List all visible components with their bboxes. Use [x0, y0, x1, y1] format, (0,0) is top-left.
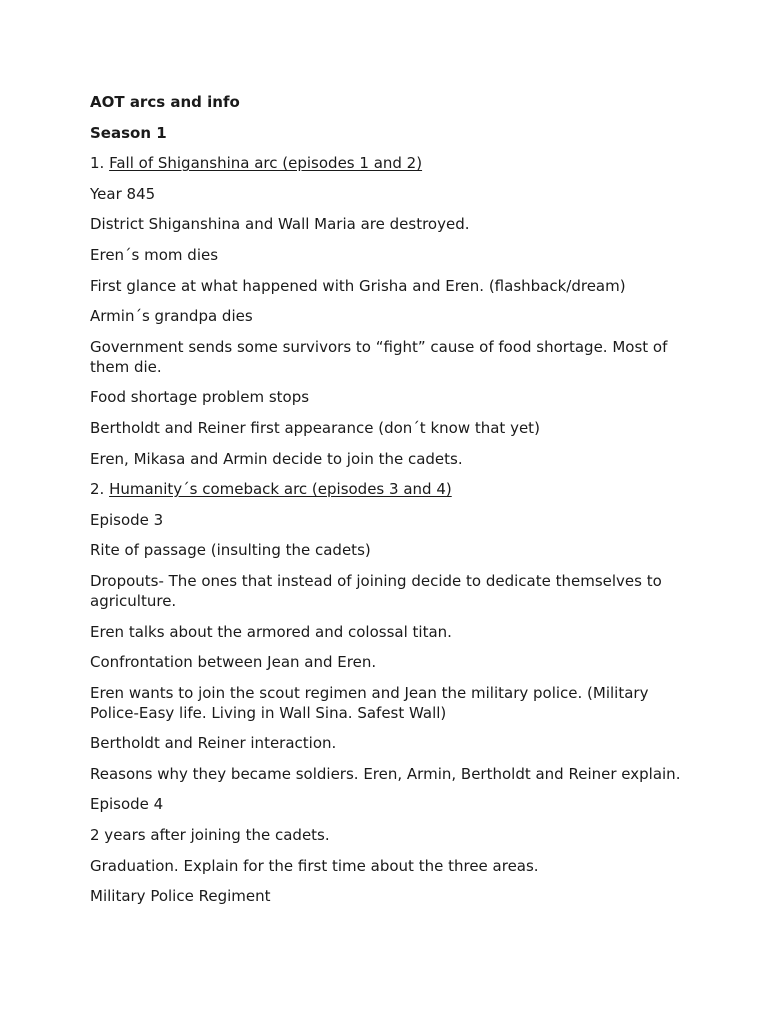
note-line: Military Police Regiment [90, 887, 271, 906]
episode-heading: Episode 4 [90, 795, 164, 814]
arc-number: 1. [90, 154, 110, 173]
note-line: Confrontation between Jean and Eren. [90, 653, 377, 672]
note-line: Eren, Mikasa and Armin decide to join the cadets. [90, 449, 463, 468]
note-line: Year 845 [90, 184, 156, 203]
note-line: Eren talks about the armored and colossal titan. [90, 622, 452, 641]
note-line: District Shiganshina and Wall Maria are destroyed. [90, 215, 470, 234]
note-line: Food shortage problem stops [90, 388, 310, 407]
note-line: Reasons why they became soldiers. Eren, Armin, Bertholdt and Reiner explain. [90, 764, 681, 783]
arc-title: Fall of Shiganshina arc (episodes 1 and 2) [109, 154, 423, 173]
note-line: Rite of passage (insulting the cadets) [90, 541, 371, 560]
season-heading: Season 1 [90, 123, 167, 142]
note-line: Eren wants to join the scout regimen and Jean the military police. (Military Police-Easy life. Living in Wall Sina. Safest Wall) [90, 683, 649, 722]
note-line: First glance at what happened with Grisha and Eren. (flashback/dream) [90, 276, 626, 295]
arc-heading [90, 479, 690, 499]
arc-title: Humanity´s comeback arc (episodes 3 and 4) [109, 480, 452, 499]
document-title: AOT arcs and info [90, 93, 240, 111]
arc-heading [90, 153, 690, 173]
note-line: Eren´s mom dies [90, 245, 219, 264]
note-line: 2 years after joining the cadets. [90, 826, 330, 845]
episode-heading: Episode 3 [90, 510, 164, 529]
note-line: Bertholdt and Reiner interaction. [90, 734, 337, 753]
note-line: Bertholdt and Reiner first appearance (don´t know that yet) [90, 418, 540, 437]
note-line: Graduation. Explain for the first time about the three areas. [90, 856, 539, 875]
document-page [90, 92, 690, 917]
note-line: Armin´s grandpa dies [90, 307, 253, 326]
note-line: Dropouts- The ones that instead of joining decide to dedicate themselves to agriculture. [90, 571, 662, 610]
note-line: Government sends some survivors to “fight” cause of food shortage. Most of them die. [90, 337, 668, 376]
arc-number: 2. [90, 480, 110, 499]
